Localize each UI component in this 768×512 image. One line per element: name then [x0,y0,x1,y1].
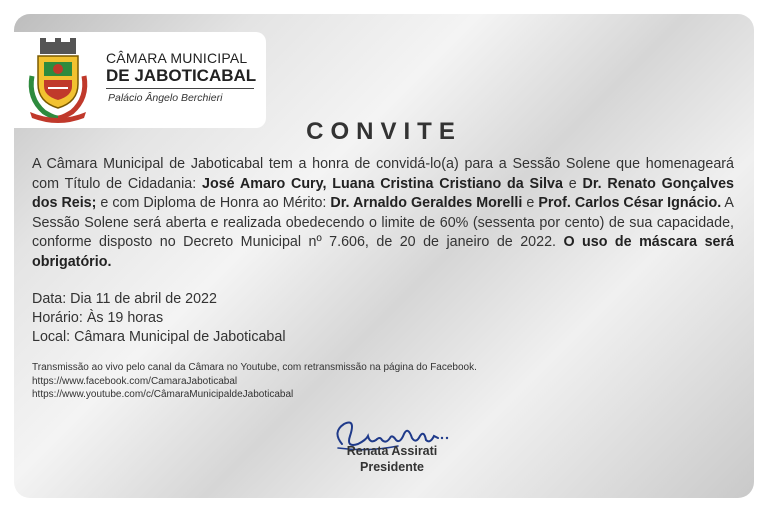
invitation-text-1: A Câmara Municipal de Jaboticabal tem a honra de convidá-lo(a) para a Sessão Solene que homenageará com Título de Cidadania: [32,156,734,192]
org-name-line1: CÂMARA MUNICIPAL [106,50,248,66]
facebook-link[interactable]: https://www.facebook.com/CamaraJaboticabal [32,375,238,387]
event-date: Data: Dia 11 de abril de 2022 [32,291,217,307]
invitation-title: CONVITE [306,118,462,145]
signatory-role: Presidente [360,460,424,474]
org-name-line2: DE JABOTICABAL [106,66,257,85]
youtube-link[interactable]: https://www.youtube.com/c/CâmaraMunicipaldeJaboticabal [32,389,294,401]
org-palace-name: Palácio Ângelo Berchieri [108,92,223,104]
invitation-card [14,14,754,498]
event-time: Horário: Às 19 horas [32,310,164,326]
org-divider [106,88,254,89]
invitation-paragraph [32,155,734,273]
honoree-merit-1: Dr. Arnaldo Geraldes Morelli [330,195,523,212]
municipal-crest-icon [24,36,92,124]
honorees-citizenship: José Amaro Cury, Luana Cristina Cristiano da Silva [202,175,563,192]
event-details [32,290,286,347]
streaming-note: Transmissão ao vivo pelo canal da Câmara no Youtube, com retransmissão na página do Facebook. [32,362,477,373]
signatory-name: Renata Assirati [346,444,438,458]
honoree-merit-2: Prof. Carlos César Ignácio. [538,195,722,212]
honoree-citizenship-last: Dr. Renato Gonçalves dos Reis; [32,175,734,212]
header-logo-panel [14,32,266,128]
invitation-text-3: e com Diploma de Honra ao Mérito: [96,195,331,212]
invitation-text-4: e [522,195,539,212]
invitation-text-2: e [562,175,583,192]
streaming-info [32,361,477,402]
invitation-text-5: A Sessão Solene será aberta e realizada obedecendo o limite de 60% (sessenta por cento) de sua capacidade, conforme disposto no Decreto Municipal nº 7.606, de 20 de janeiro de 2022. [32,195,734,251]
event-location: Local: Câmara Municipal de Jaboticabal [32,329,286,345]
mask-notice: O uso de máscara será obrigatório. [32,234,734,270]
